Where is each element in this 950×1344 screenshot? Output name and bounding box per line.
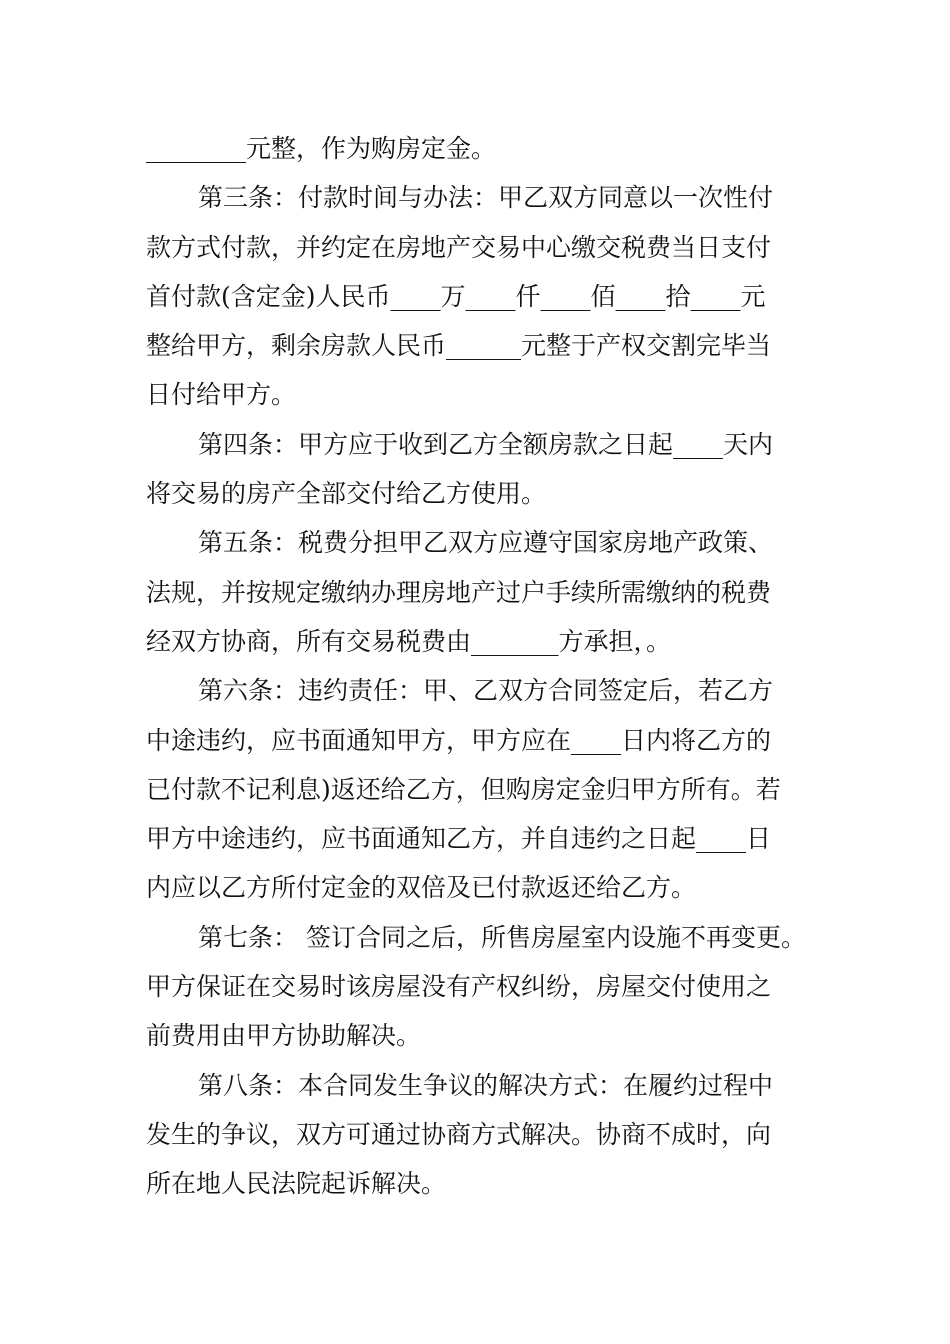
clause-3-line-1: 第三条：付款时间与办法：甲乙双方同意以一次性付 <box>198 183 774 213</box>
clause-3-line-5: 日付给甲方。 <box>146 380 297 410</box>
clause-6-line-2: 中途违约，应书面通知甲方，甲方应在____日内将乙方的 <box>146 725 772 755</box>
contract-body <box>146 124 826 1209</box>
clause-6-line-1: 第六条：违约责任：甲、乙双方合同签定后，若乙方 <box>198 676 774 706</box>
clause-3-line-3: 首付款(含定金)人民币____万____仟____佰____拾____元 <box>146 281 766 311</box>
clause-6-line-4: 甲方中途违约，应书面通知乙方，并自违约之日起____日 <box>146 824 772 854</box>
line-deposit-end: ________元整，作为购房定金。 <box>146 134 497 163</box>
clause-8-line-2: 发生的争议，双方可通过协商方式解决。协商不成时，向 <box>146 1119 772 1149</box>
clause-3-line-4: 整给甲方，剩余房款人民币______元整于产权交割完毕当 <box>146 331 772 361</box>
clause-8-line-3: 所在地人民法院起诉解决。 <box>146 1169 447 1199</box>
clause-5-line-1: 第五条：税费分担甲乙双方应遵守国家房地产政策、 <box>198 528 774 558</box>
clause-5-line-2: 法规，并按规定缴纳办理房地产过户手续所需缴纳的税费 <box>146 577 772 607</box>
clause-5-line-3: 经双方协商，所有交易税费由_______方承担，。 <box>146 626 672 656</box>
clause-4-line-1: 第四条：甲方应于收到乙方全额房款之日起____天内 <box>198 429 774 459</box>
clause-3-line-2: 款方式付款，并约定在房地产交易中心缴交税费当日支付 <box>146 232 772 262</box>
clause-7-line-2: 甲方保证在交易时该房屋没有产权纠纷，房屋交付使用之 <box>146 972 772 1002</box>
clause-4-line-2: 将交易的房产全部交付给乙方使用。 <box>146 479 547 509</box>
clause-6-line-5: 内应以乙方所付定金的双倍及已付款返还给乙方。 <box>146 873 697 903</box>
clause-8-line-1: 第八条：本合同发生争议的解决方式：在履约过程中 <box>198 1070 774 1100</box>
clause-7-line-3: 前费用由甲方协助解决。 <box>146 1021 422 1051</box>
clause-6-line-3: 已付款不记利息)返还给乙方，但购房定金归甲方所有。若 <box>146 774 781 804</box>
clause-7-line-1: 第七条： 签订合同之后，所售房屋室内设施不再变更。 <box>198 922 806 952</box>
